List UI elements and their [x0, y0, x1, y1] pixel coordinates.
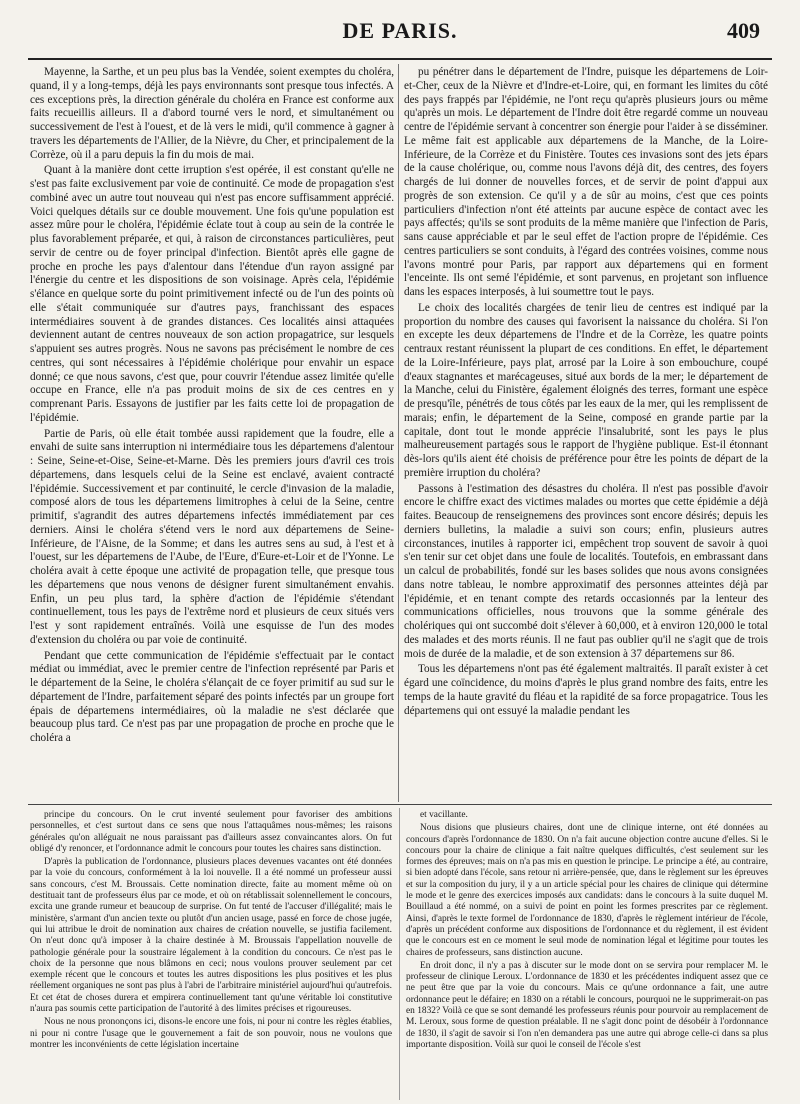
- column-divider: [398, 64, 399, 802]
- page-header: [0, 0, 800, 54]
- article-column-left: [30, 66, 394, 800]
- running-title: DE PARIS.: [342, 18, 458, 43]
- paragraph: pu pénétrer dans le département de l'Indre, puisque les départemens de Loir-et-Cher, ceux de la Nièvre et d'Indre-et-Loire, qui, en formant les limites du côté des pays frappés par l'épidémie, ne l'ont reçu qu'après plusieurs jours ou même qu'après un mois. Le département de l'Indre doit être regardé comme un nouveau centre de l'épidémie servant à concentrer son énergie pour l'aider à se disséminer. Le même fait est applicable aux départemens de la Manche, de la Loire-Inférieure, de la Corrèze et du Finistère. Toutes ces invasions sont des jets épars de la cause cholérique, ou, comme nous l'avons déjà dit, des centres, des foyers chargés de lui donner de nouvelles forces, et de servir de point d'appui aux progrès de son extension. Ce qu'il y a de sûr au moins, c'est que ces points particuliers d'infection n'ont été atteints par aucune espèce de contact avec les pays affectés; qu'ils se sont produits de la même manière que l'infection de Paris, sans cause appréciable et par le seul effet de l'action propre de l'épidémie. Ces centres particuliers se sont conduits, à l'égard des contrées voisines, comme nous l'avons montré pour Paris, par rapport aux départemens qui en forment l'enceinte. Ils ont semé l'épidémie, et sont parvenus, en projetant son influence dans les espaces interposés, à lui soumettre tout le pays.: [404, 66, 768, 298]
- column-divider: [399, 808, 400, 1100]
- feuilleton-divider: [28, 804, 772, 805]
- paragraph: Partie de Paris, où elle était tombée aussi rapidement que la foudre, elle a envahi de suite sans interruption ni intermédiaire tous les départemens d'alentour : Seine, Seine-et-Oise, Seine-et-Marne. Dès les premiers jours d'avril ces trois départemens, dans lesquels celui de la Seine est enclavé, avaient contracté l'épidémie. Successivement et par continuité, le cercle d'invasion de la maladie, composé alors de tous les départemens limitrophes à celui de la Seine, centre primitif, s'agrandit des autres départemens infectés immédiatement par ces derniers. Ainsi le choléra s'étend vers le nord aux départemens de Seine-Inférieure, de l'Aisne, de la Somme; et dans les autres sens au sud, à l'est et à l'ouest, sur les départemens de l'Aube, de l'Eure, d'Eure-et-Loir et de l'Yonne. Le choléra avait à cette époque une activité de propagation telle, que presque tous les départemens que nous venons de désigner furent simultanément envahis. Enfin, un peu plus tard, la sphère d'action de l'épidémie s'étendant continuellement, tous les pays de l'extrême nord et plusieurs de ceux situés vers l'est y sont rapidement entraînés. Voilà une esquisse de l'un des modes d'extension du choléra ou par voie de continuité.: [30, 427, 394, 646]
- paragraph: Nous disions que plusieurs chaires, dont une de clinique interne, ont été données au concours d'après l'ordonnance de 1830. On n'a fait aucune objection contre aucune d'elles. Si le concours pour la chaire de clinique a fait naître quelques difficultés, c'est seulement sur les formes des épreuves; mais on n'a pas mis en question le principe. Le principe a été, au contraire, si bien adopté dans l'école, sans retour ni arrière-pensée, que, dans le règlement sur les épreuves et sur la composition du jury, il y a un article spécial pour les chaires de clinique qui détermine le mode et le genre des exercices imposés aux candidats: dans le concours à la suite duquel M. Bouillaud a été nommé, on a suivi de point en point les formes prescrites par ce règlement. Ainsi, d'après le texte formel de l'ordonnance de 1830, d'après le règlement intérieur de l'école, d'après un précédent conforme aux dispositions de l'ordonnance et du règlement, il est évident que le concours est en ce moment le seul mode de nomination légal et légitime pour toutes les chaires de professeurs, sans distinction aucune.: [406, 823, 768, 958]
- page-number: 409: [727, 18, 760, 43]
- paragraph: D'après la publication de l'ordonnance, plusieurs places devenues vacantes ont été données par la voie du concours, conformément à la loi nouvelle. Il a été nommé un professeur aussi sans concours, c'est M. Broussais. Cette nomination directe, faite au moment même où on destituait tant de professeurs élus par ce mode, et où on rétablissait solennellement le concours, excita une grande rumeur et beaucoup de surprise. On fut tenté de l'accuser d'illégalité; mais le ministère, s'armant d'un ancien texte ou plutôt d'un ancien usage, passé en force de chose jugée, qui lui attribue le droit de nomination aux chaires de création nouvelle, se justifia facilement. On n'eut donc qu'à imposer à la chaire destinée à M. Broussais l'appellation nouvelle de pathologie générale pour la soustraire légalement à la condition du concours. Ce n'est pas le choix de la personne que nous blâmons en ceci; nous voulons prouver seulement par cet exemple récent que le concours et toutes les autres dispositions les plus positives et les plus réellement organiques ne sont pas plus à l'abri de l'arbitraire ministériel aujourd'hui qu'autrefois. Et cet état de choses durera et empirera continuellement tant qu'une véritable loi constitutive n'aura pas soumis cette participation de l'autorité à des limites précises et rigoureuses.: [30, 857, 392, 1015]
- paragraph: Tous les départemens n'ont pas été également maltraités. Il paraît exister à cet égard une coïncidence, du moins d'après le plus grand nombre des faits, entre les temps de la haute gravité du fléau et la rapidité de sa force propagatrice. Tous les départemens qui ont essuyé la maladie pendant les: [404, 663, 768, 717]
- paragraph: Quant à la manière dont cette irruption s'est opérée, il est constant qu'elle ne s'est pas faite exclusivement par voie de continuité. Ce mode de propagation s'est combiné avec un autre tout nouveau qui n'est pas encore suffisamment apprécié. Voici quelques détails sur ce double mouvement. Une fois qu'une population est assez mûre pour le choléra, l'épidémie éclate tout à coup au sein de la contrée le plus favorablement préparée, et qui, à raison de circonstances particulières, peut servir de centre ou de foyer principal d'infection. Bientôt après elle gagne de proche en proche les pays d'alentour dans l'étendue d'un rayon assigné par l'énergie du centre et les dispositions de son voisinage. Après cela, l'épidémie s'élance en quelque sorte du point primitivement infecté ou de l'un des points où elle s'était communiquée sur d'autres pays, franchissant des espaces intermédiaires souvent à de grandes distances. Ces localités ainsi attaquées deviennent autant de centres nouveaux de son action propagatrice, sur lesquels s'appuient ses autres progrès. Nous ne savons pas précisément le nombre de ces centres, qui sont nécessaires à l'épidémie cholérique pour envahir un espace donné; ce que nous savons, c'est que, pour couvrir l'étendue assez limitée qu'elle occupe en France, elle n'a pas produit moins de six de ces centres en y comprenant Paris. Essayons de justifier par les faits cette loi de propagation de l'épidémie.: [30, 164, 394, 424]
- feuilleton-column-left: [30, 810, 392, 1100]
- paragraph: Pendant que cette communication de l'épidémie s'effectuait par le contact médiat ou immédiat, avec le premier centre de l'infection représenté par Paris et le département de la Seine, le choléra s'élançait de ce foyer primitif au sud sur le département de l'Indre, parfaitement séparé des points infectés par un groupe fort épais de départemens intermédiaires, où la maladie ne s'est déclarée que beaucoup plus tard. Ce n'est pas par une propagation de proche en proche que le choléra a: [30, 649, 394, 744]
- paragraph: Le choix des localités chargées de tenir lieu de centres est indiqué par la proportion du nombre des causes qui favorisent la naissance du choléra. Si l'on en excepte les deux départemens de l'Indre et de la Corrèze, les quatre points centraux restant réunissent la plupart de ces conditions. En effet, le département de la Loire-Inférieure, pays plat, arrosé par la Loire à son embouchure, coupé d'eaux stagnantes et marécageuses, situé aux bords de la mer; le département de la Manche, celui du Finistère, également éloignés des terres, formant une espèce de presqu'île, pénétrés de tous côtés par les eaux de la mer, qui les remplissent de marais; enfin, le département de la Seine, composé en grande partie par la capitale, dont tout le monde apprécie l'insalubrité, sont les pays le plus malheureusement partagés sous le rapport de l'hygiène publique. Est-il étonnant dès-lors qu'ils aient été choisis de préférence pour être les points de départ de la première irruption du choléra?: [404, 301, 768, 479]
- header-rule: [28, 58, 772, 60]
- paragraph: principe du concours. On le crut inventé seulement pour favoriser des ambitions personnelles, et c'est surtout dans ce sens que nous l'attaquâmes nous-mêmes; les raisons générales qu'on alléguait ne nous paraissant pas d'ailleurs assez convaincantes alors. On fut obligé d'y renoncer, et l'ordonnance admit le concours pour toutes les chaires sans distinction.: [30, 810, 392, 854]
- paragraph: Passons à l'estimation des désastres du choléra. Il n'est pas possible d'avoir encore le chiffre exact des victimes malades ou mortes que cette épidémie a déjà faites. Beaucoup de renseignemens des provinces sont encore désirés; depuis les derniers bulletins, la maladie a suivi son cours; enfin, plusieurs autres circonstances, inutiles à rapporter ici, empêchent trop souvent de savoir à quoi s'en tenir sur cet objet dans une foule de localités. Toutefois, en embrassant dans un calcul de probabilités, fondé sur les bases solides que nous avons consignées dans notre tableau, le nombre approximatif des personnes atteintes déjà par l'épidémie, et en tenant compte des retards occasionnés par la lenteur des communications officielles, nous trouvons que la somme générale des cholériques qui ont succombé doit s'élever à 60,000, et à environ 120,000 le total des malades et des morts réunis. Il ne faut pas oublier qu'il ne s'agit que de trois mois de durée de la maladie, et de son extension à 37 départemens sur 86.: [404, 482, 768, 660]
- paragraph: Mayenne, la Sarthe, et un peu plus bas la Vendée, soient exemptes du choléra, quand, il y a long-temps, déjà les pays environnants sont presque tous infectés. A ces exceptions près, la direction générale du choléra en France est conforme aux faits recueillis ailleurs. Il a d'abord tourné vers le nord, et simultanément ou successivement de l'est à l'ouest, et de là vers le midi, qu'il commence à gagner à travers les départements de l'Allier, de la Nièvre, du Cher, et principalement de la Corrèze, où il a paru depuis la fin du mois de mai.: [30, 66, 394, 161]
- paragraph: et vacillante.: [420, 810, 468, 820]
- paragraph: Nous ne nous prononçons ici, disons-le encore une fois, ni pour ni contre les règles établies, ni pour ni contre l'usage que le gouvernement a fait de son pouvoir, nous ne voulons que montrer les inconvénients de cette législation incertaine: [30, 1017, 392, 1050]
- paragraph: En droit donc, il n'y a pas à discuter sur le mode dont on se servira pour remplacer M. le professeur de clinique Leroux. L'ordonnance de 1830 et les précédentes indiquent assez que ce ne peut être que par la voie du concours. Mais ce qu'une ordonnance a fait, une autre ordonnance peut le défaire; en 1830 on a rétabli le concours, pourquoi ne le supprimerait-on pas en 1832? Voilà ce que se sont demandé les professeurs réunis pour pourvoir au remplacement de M. Leroux, sous forme de question préalable. Il ne s'agit donc point de désobéir à l'ordonnance de 1830, il s'agit de savoir si l'on n'en demandera pas une autre qui abroge celle-ci dans sa plus importante disposition. Voilà sur quoi le conseil de l'école s'est: [406, 960, 768, 1050]
- feuilleton-column-right: [406, 810, 768, 1100]
- article-column-right: [404, 66, 768, 800]
